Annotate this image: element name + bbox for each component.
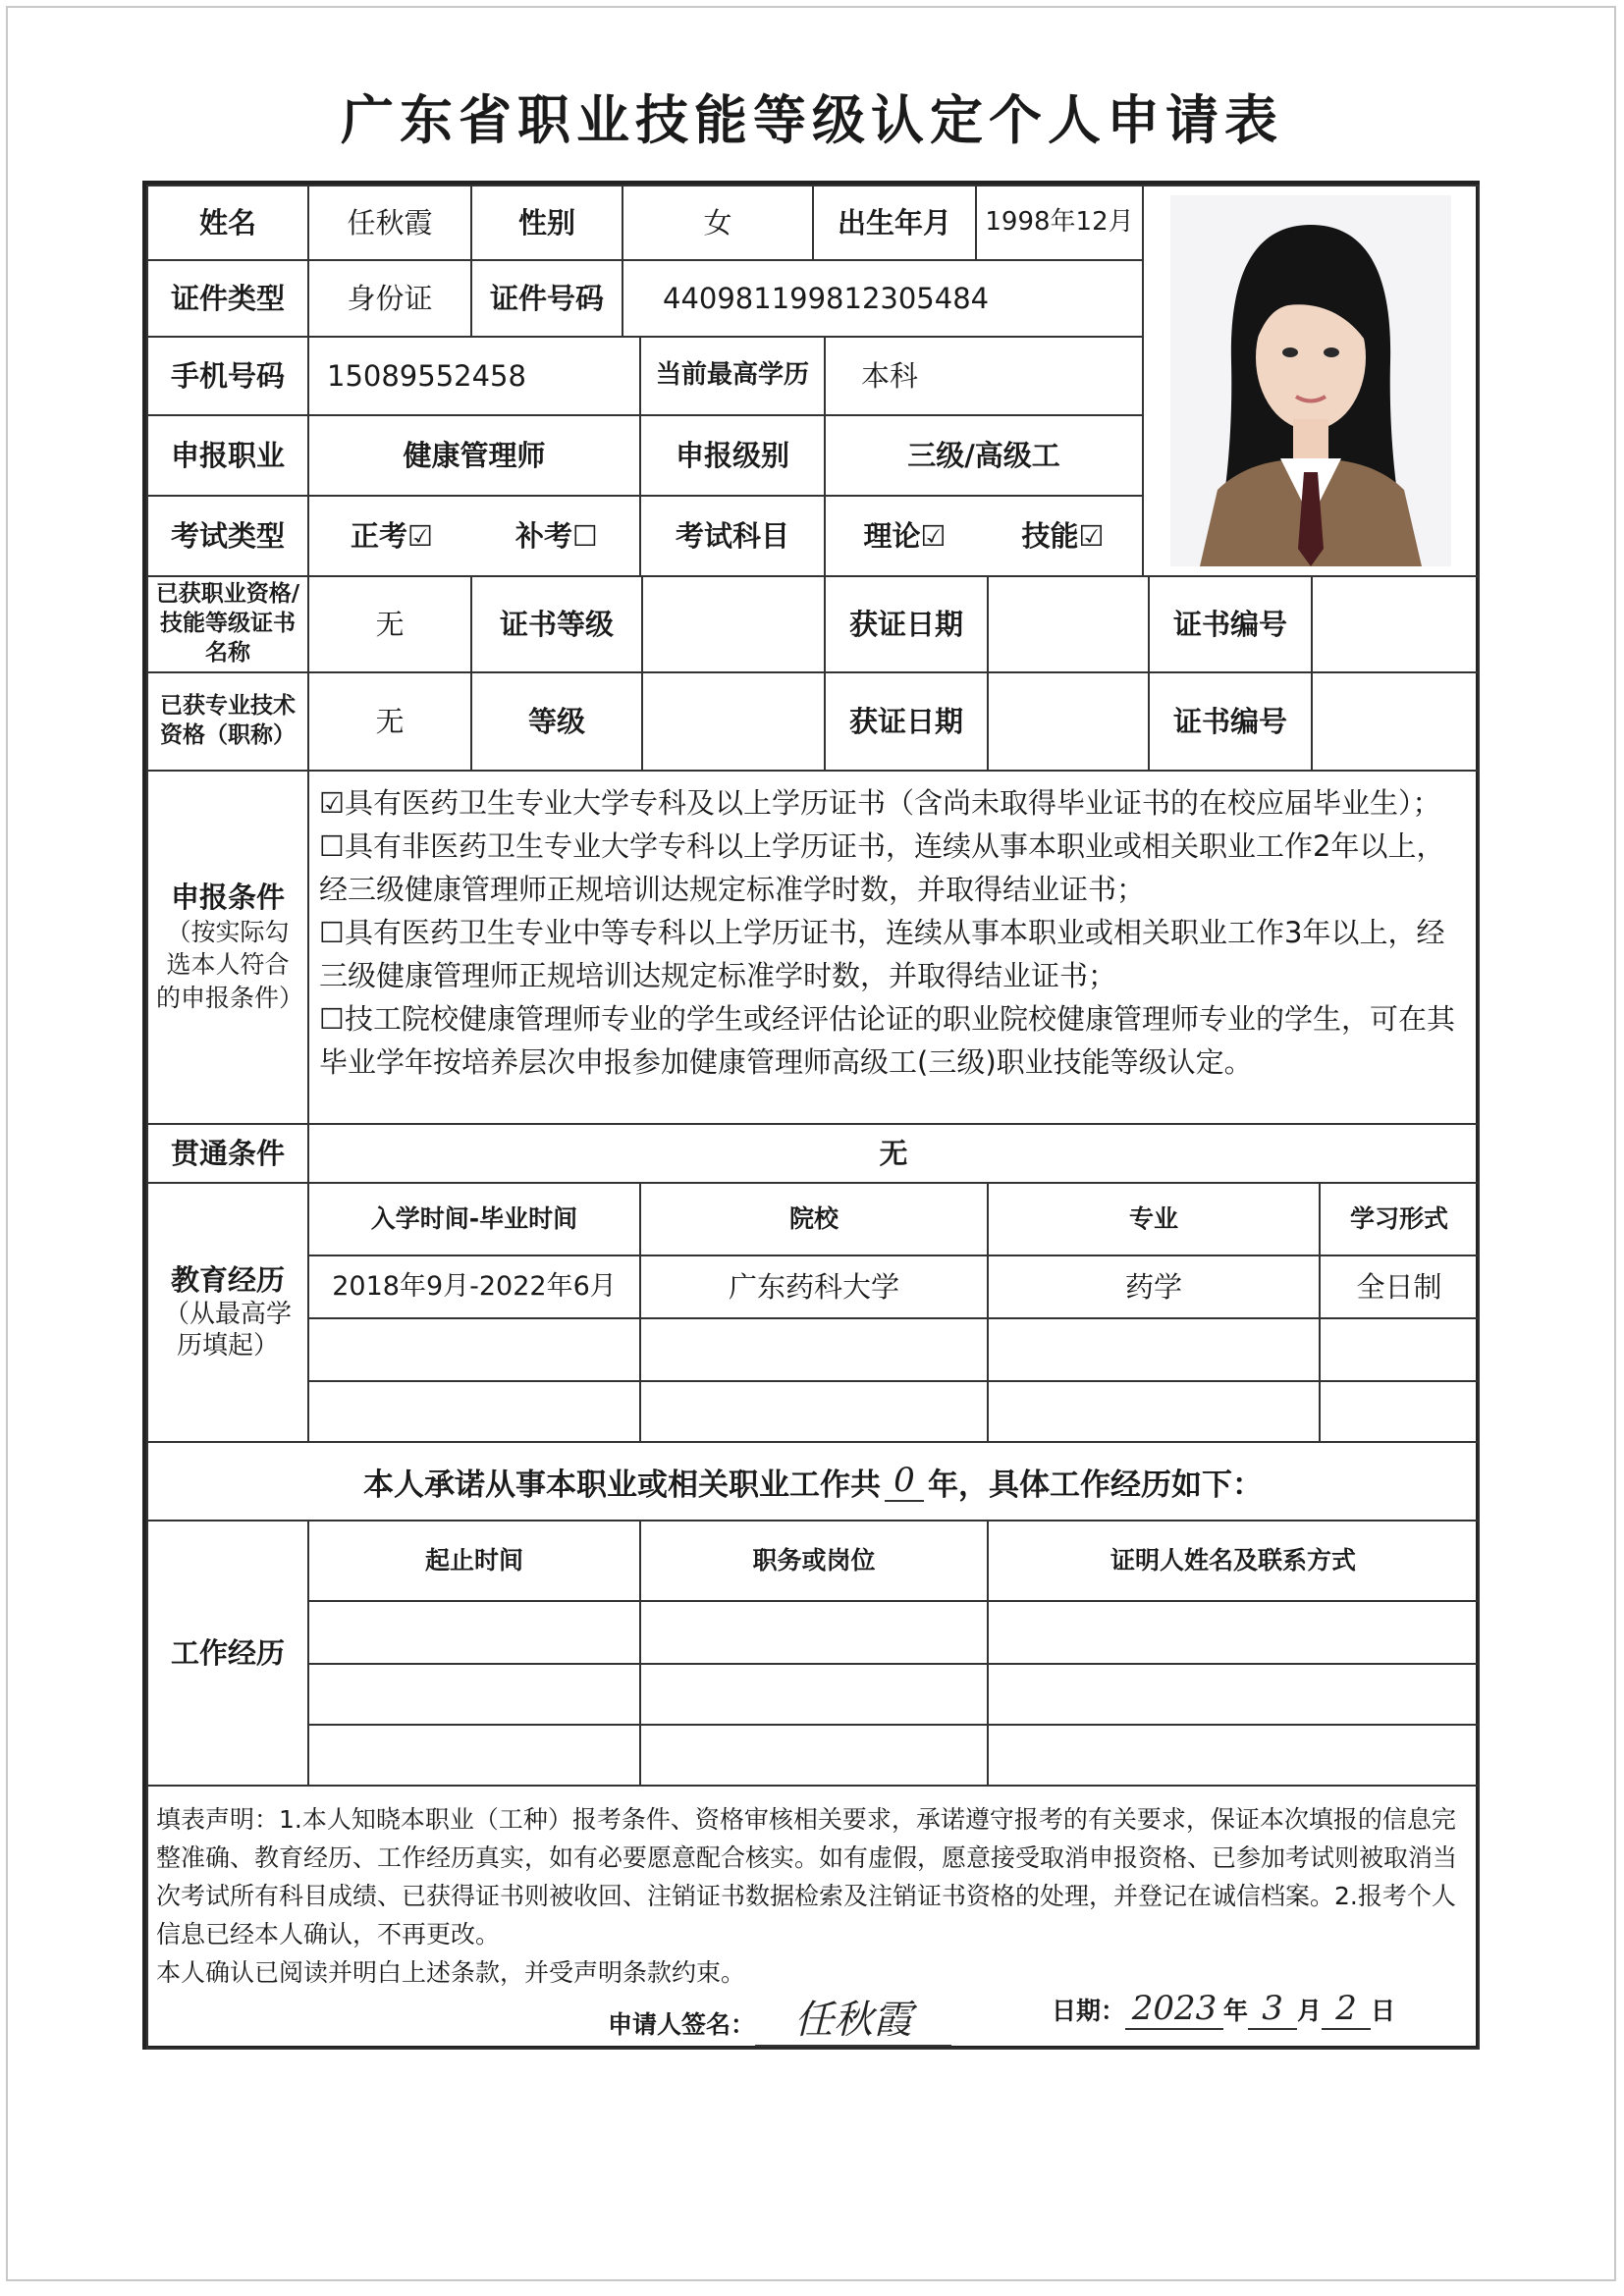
date-day[interactable]: 2 [1322, 1989, 1371, 2030]
exam-type-options [307, 495, 641, 577]
edu-row-1-school: 广东药科大学 [639, 1255, 989, 1319]
condition-item-4[interactable] [319, 997, 1470, 1084]
through-value: 无 [307, 1123, 1480, 1184]
work-row-1-position [639, 1600, 989, 1665]
date-label: 日期： [1052, 1997, 1126, 2025]
declaration-confirm: 本人确认已阅读并明白上述条款，并受声明条款约束。 [156, 1958, 746, 1987]
edu-row-2-period [307, 1317, 641, 1382]
exam-type-label: 考试类型 [146, 495, 309, 577]
edu-row-1-mode: 全日制 [1319, 1255, 1480, 1319]
cert-date-label: 获证日期 [824, 575, 989, 673]
date-month[interactable]: 3 [1248, 1989, 1297, 2030]
gender-label: 性别 [470, 185, 623, 261]
edu-row-2-major [987, 1317, 1321, 1382]
subject-skill-checkbox[interactable]: 技能☑ [1021, 518, 1105, 553]
edu-row-1-major: 药学 [987, 1255, 1321, 1319]
edu-label: 当前最高学历 [639, 336, 826, 416]
phone-value: 15089552458 [307, 336, 641, 416]
condition-item-1[interactable] [319, 781, 1470, 825]
id-type-value: 身份证 [307, 259, 472, 338]
sign-label: 申请人签名： [608, 2010, 756, 2039]
promise-after: 年，具体工作经历如下： [928, 1467, 1263, 1503]
condition-item-3[interactable] [319, 911, 1470, 997]
edu-row-2-mode [1319, 1317, 1480, 1382]
declaration-text: 填表声明：1.本人知晓本职业（工种）报考条件、资格审核相关要求，承诺遵守报考的有关要求，保证本次填报的信息完整准确、教育经历、工作经历真实，如有必要愿意配合核实。如有虚假，愿意接受取消申报资格、已参加考试则被取消当次考试所有科目成绩、已获得证书则被收回、注销证书数据检索及注销证书资格的处理，并登记在诚信档案。2.报考个人信息已经本人确认，不再更改。 [156, 1805, 1458, 1949]
level-label: 申报级别 [639, 414, 826, 497]
tech-title-label: 已获专业技术资格（职称） [146, 671, 309, 772]
work-row-1-period [307, 1600, 641, 1665]
education-label: 教育经历 [170, 1263, 285, 1298]
edu-header-major: 专业 [987, 1182, 1321, 1256]
exam-makeup-checkbox[interactable]: 补考☐ [515, 518, 598, 553]
name-value: 任秋霞 [307, 185, 472, 261]
applicant-photo [1170, 195, 1451, 566]
cert-no-label: 证书编号 [1148, 575, 1313, 673]
cert-level-value [641, 575, 826, 673]
tech-date-value [987, 671, 1150, 772]
gender-value: 女 [622, 185, 814, 261]
name-label: 姓名 [146, 185, 309, 261]
month-unit: 月 [1297, 1997, 1323, 2025]
work-row-2-period [307, 1663, 641, 1726]
id-no-value: 440981199812305484 [622, 259, 1144, 338]
condition-4-text: 技工院校健康管理师专业的学生或经评估论证的职业院校健康管理师专业的学生，可在其毕业学年按培养层次申报参加健康管理师高级工(三级)职业技能等级认定。 [319, 1002, 1456, 1079]
work-header-position: 职务或岗位 [639, 1520, 989, 1602]
cert-level-label: 证书等级 [470, 575, 643, 673]
conditions-label-cell [146, 770, 309, 1125]
applicant-signature[interactable]: 任秋霞 [755, 1989, 951, 2047]
id-type-label: 证件类型 [146, 259, 309, 338]
job-label: 申报职业 [146, 414, 309, 497]
grade-label: 等级 [470, 671, 643, 772]
condition-item-2[interactable] [319, 825, 1470, 911]
tech-cert-no-value [1311, 671, 1480, 772]
cert-date-value [987, 575, 1150, 673]
tech-cert-no-label: 证书编号 [1148, 671, 1313, 772]
application-form [142, 181, 1480, 2050]
conditions-hint: （按实际勾选本人符合的申报条件） [156, 917, 304, 1012]
condition-2-text: 具有非医药卫生专业大学专科以上学历证书，连续从事本职业或相关职业工作2年以上，经三级健康管理师正规培训达规定标准学时数，并取得结业证书； [319, 829, 1445, 906]
birth-label: 出生年月 [812, 185, 977, 261]
cert-no-value [1311, 575, 1480, 673]
edu-row-3-school [639, 1380, 989, 1443]
edu-row-2-school [639, 1317, 989, 1382]
work-header-period: 起止时间 [307, 1520, 641, 1602]
exam-subject-label: 考试科目 [639, 495, 826, 577]
work-header-reference: 证明人姓名及联系方式 [987, 1520, 1480, 1602]
edu-value: 本科 [824, 336, 1144, 416]
edu-header-mode: 学习形式 [1319, 1182, 1480, 1256]
through-label: 贯通条件 [146, 1123, 309, 1184]
date-row [1052, 1989, 1395, 2030]
conditions-label: 申报条件 [170, 881, 285, 915]
form-title: 广东省职业技能等级认定个人申请表 [341, 88, 1283, 151]
work-row-3-period [307, 1724, 641, 1787]
edu-header-school: 院校 [639, 1182, 989, 1256]
education-hint: （从最高学历填起） [163, 1299, 292, 1362]
education-label-cell [146, 1182, 309, 1443]
exam-subject-options [824, 495, 1144, 577]
work-row-2-reference [987, 1663, 1480, 1726]
year-unit: 年 [1223, 1997, 1249, 2025]
edu-row-1-period: 2018年9月-2022年6月 [307, 1255, 641, 1319]
edu-header-period: 入学时间-毕业时间 [307, 1182, 641, 1256]
vocational-cert-label: 已获职业资格/技能等级证书名称 [146, 575, 309, 673]
vocational-cert-value: 无 [307, 575, 472, 673]
photo-cell [1142, 185, 1480, 577]
subject-theory-checkbox[interactable]: 理论☑ [863, 518, 947, 553]
work-row-2-position [639, 1663, 989, 1726]
level-value: 三级/高级工 [824, 414, 1144, 497]
conditions-list [307, 770, 1480, 1125]
tech-date-label: 获证日期 [824, 671, 989, 772]
job-value: 健康管理师 [307, 414, 641, 497]
day-unit: 日 [1371, 1997, 1396, 2025]
condition-1-checkbox[interactable]: ☑ [319, 786, 345, 820]
condition-3-checkbox[interactable]: ☐ [319, 916, 345, 949]
condition-2-checkbox[interactable]: ☐ [319, 829, 345, 863]
work-promise [146, 1441, 1480, 1522]
exam-regular-checkbox[interactable]: 正考☑ [351, 518, 433, 553]
edu-row-3-period [307, 1380, 641, 1443]
promise-before: 本人承诺从事本职业或相关职业工作共 [363, 1467, 881, 1503]
condition-3-text: 具有医药卫生专业中等专科以上学历证书，连续从事本职业或相关职业工作3年以上，经三级健康管理师正规培训达规定标准学时数，并取得结业证书； [319, 916, 1445, 992]
phone-label: 手机号码 [146, 336, 309, 416]
work-row-3-reference [987, 1724, 1480, 1787]
signature-row [608, 1989, 951, 2047]
edu-row-3-major [987, 1380, 1321, 1443]
edu-row-3-mode [1319, 1380, 1480, 1443]
birth-value: 1998年12月 [975, 185, 1144, 261]
work-row-1-reference [987, 1600, 1480, 1665]
id-no-label: 证件号码 [470, 259, 623, 338]
date-year[interactable]: 2023 [1125, 1989, 1223, 2030]
work-row-3-position [639, 1724, 989, 1787]
work-label: 工作经历 [146, 1520, 309, 1787]
condition-4-checkbox[interactable]: ☐ [319, 1002, 345, 1036]
tech-title-value: 无 [307, 671, 472, 772]
condition-1-text: 具有医药卫生专业大学专科及以上学历证书（含尚未取得毕业证书的在校应届毕业生）； [345, 786, 1441, 820]
promise-years: 0 [885, 1461, 924, 1502]
grade-value [641, 671, 826, 772]
